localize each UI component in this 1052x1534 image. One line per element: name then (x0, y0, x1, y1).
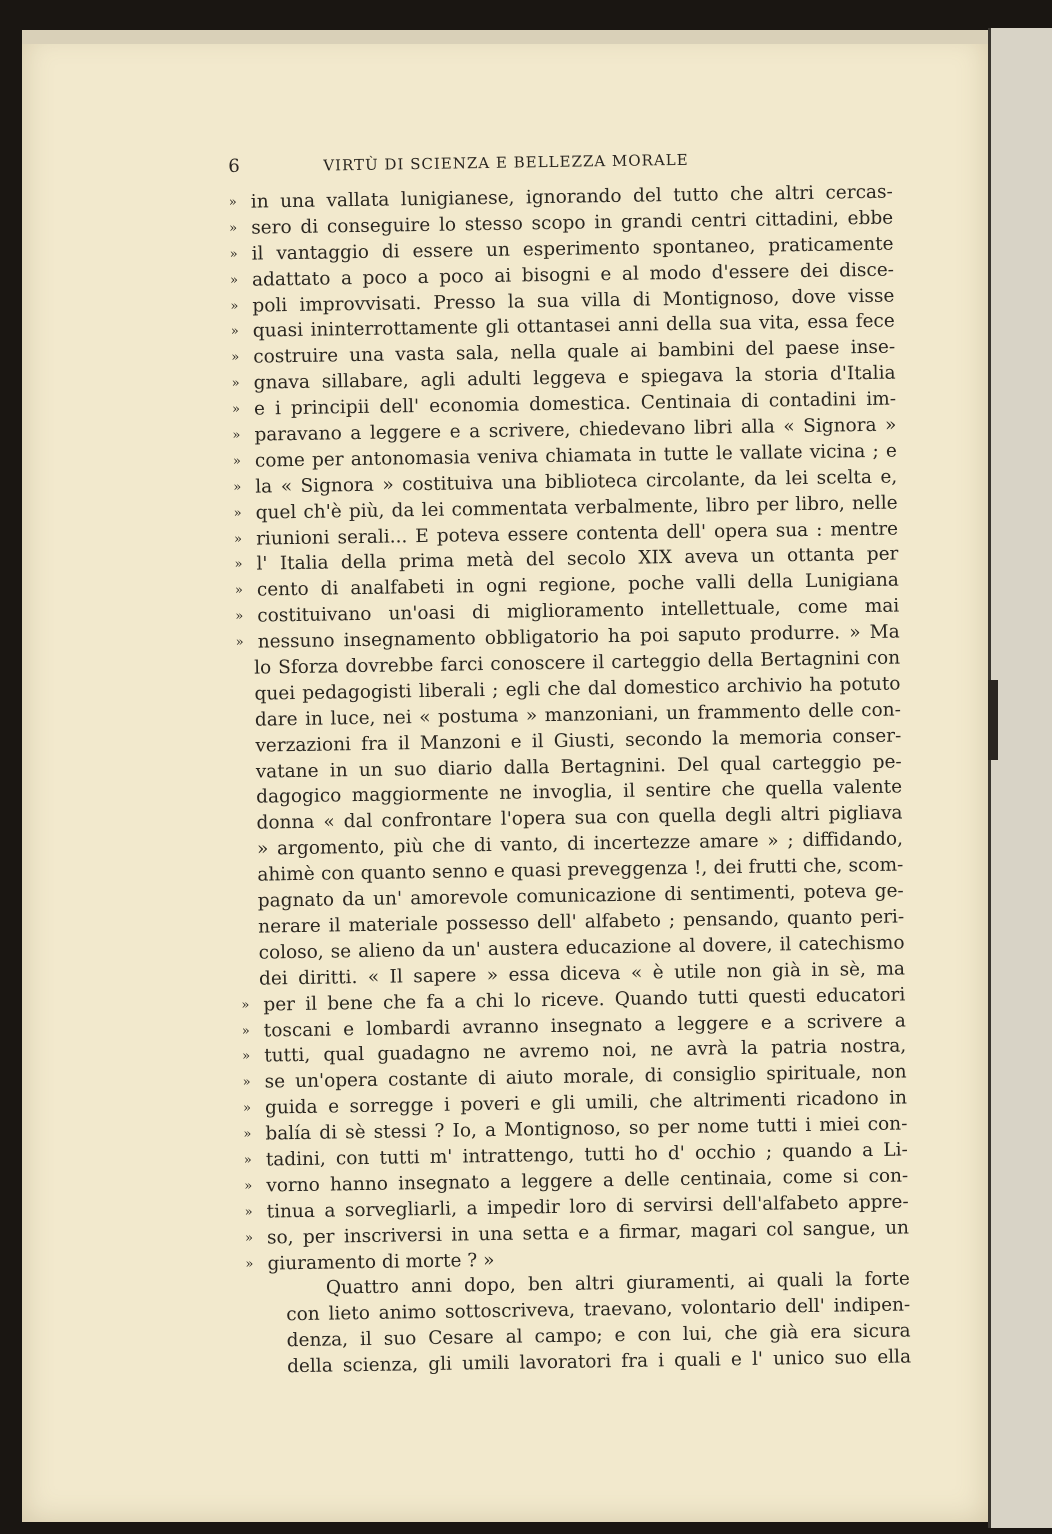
page-content (228, 140, 911, 1381)
binding-thread (988, 680, 998, 760)
quote-mark: » (234, 557, 243, 573)
line-text: poli improvvisati. Presso la sua villa di Montignoso, dove visse (252, 285, 895, 317)
quote-mark: » (243, 1152, 252, 1168)
quote-mark: » (231, 401, 241, 418)
page-number: 6 (228, 155, 241, 177)
line-text: quasi ininterrottamente gli ottantasei anni della sua vita, essa fece (252, 311, 895, 343)
quote-mark: » (241, 1023, 250, 1039)
line-text: dagogico maggiormente ne invoglia, il sentire che quella valente (256, 776, 903, 809)
line-text: toscani e lombardi avranno insegnato a leggere e a scrivere a (263, 1009, 906, 1042)
quote-mark: » (244, 1230, 254, 1246)
line-text: balía di sè stessi ? Io, a Montignoso, so per nome tutti i miei con- (265, 1113, 908, 1145)
line-text: tutti, qual guadagno ne avremo noi, ne avrà la patria nostra, (264, 1035, 907, 1067)
line-text: lo Sforza dovrebbe farci conoscere il carteggio della Bertagnini con (253, 647, 901, 679)
quote-mark: » (229, 272, 239, 288)
quote-mark: » (230, 298, 239, 314)
quote-mark: » (234, 583, 244, 599)
line-text: costituivano un'oasi di miglioramento intellettuale, come mai (257, 595, 900, 627)
line-text: tadini, con tutti m' intrattengo, tutti ho d' occhio ; quando a Li- (265, 1139, 908, 1171)
line-text: l' Italia della prima metà del secolo XIX aveva un ottanta per (256, 543, 899, 576)
line-text: dare in luce, nei « postuma » manzoniani, un frammento delle con- (254, 699, 902, 731)
quote-mark: » (242, 1049, 251, 1065)
quote-mark: » (233, 479, 242, 495)
quote-mark: » (231, 376, 240, 392)
line-text: donna « dal confrontare l'opera sua con quella degli altri pigliava (256, 802, 903, 835)
line-text: la « Signora » costituiva una biblioteca circolante, da lei scelta e, (255, 466, 898, 498)
line-text: giuramento di morte ? » (267, 1249, 495, 1275)
line-text: tinua a sorvegliarli, a impedir loro di servirsi dell'alfabeto appre- (266, 1191, 909, 1223)
line-text: denza, il suo Cesare al campo; e con lui, che già era sicura (286, 1320, 911, 1352)
line-text: in una vallata lunigianese, ignorando del tutto che altri cercas- (250, 181, 893, 213)
line-text: nerare il materiale possesso dell' alfabeto ; pensando, quanto peri- (258, 906, 905, 938)
line-text: gnava sillabare, agli adulti leggeva e spiegava la storia d'Italia (253, 362, 896, 394)
quote-mark: » (231, 350, 240, 366)
quote-mark: » (245, 1256, 254, 1272)
quote-mark: » (244, 1204, 253, 1220)
quote-mark: » (243, 1126, 252, 1142)
page-top-edge (22, 30, 988, 44)
body-text (229, 180, 912, 1381)
line-text: sero di conseguire lo stesso scopo in grandi centri cittadini, ebbe (251, 207, 894, 239)
line-text: Quattro anni dopo, ben altri giuramenti, ai quali la forte (325, 1268, 910, 1300)
quote-mark: » (233, 531, 243, 547)
quote-mark: » (229, 220, 238, 236)
quote-mark: » (233, 505, 242, 521)
line-text: paravano a leggere e a scrivere, chiedevano libri alla « Signora » (254, 414, 897, 446)
line-text: come per antonomasia veniva chiamata in tutte le vallate vicina ; e (254, 440, 897, 472)
quote-mark: » (242, 1075, 251, 1091)
line-text: ahimè con quanto senno e quasi preveggenza !, dei frutti che, scom- (257, 854, 904, 886)
quote-mark: » (241, 997, 250, 1013)
running-title: VIRTÙ DI SCIENZA E BELLEZZA MORALE (323, 150, 689, 175)
line-text: riunioni serali... E poteva essere contenta dell' opera sua : mentre (255, 518, 899, 550)
line-text: vatane in un suo diario dalla Bertagnini. Del qual carteggio pe- (255, 751, 902, 783)
quote-mark: » (232, 427, 241, 443)
line-text: adattato a poco a poco ai bisogni e al modo d'essere dei disce- (251, 259, 895, 291)
line-text: so, per inscriversi in una setta e a firmar, magari col sangue, un (266, 1217, 910, 1249)
line-text: costruire una vasta sala, nella quale ai bambini del paese inse- (253, 336, 896, 368)
line-text: e i principii dell' economia domestica. Centinaia di contadini im- (253, 388, 897, 420)
line-text: per il bene che fa a chi lo riceve. Quando tutti questi educatori (263, 984, 906, 1016)
adjacent-page-edge (988, 28, 1052, 1528)
line-text: dei diritti. « Il sapere » essa diceva « è utile non già in sè, ma (258, 958, 906, 990)
quote-mark: » (235, 634, 244, 651)
line-text: coloso, se alieno da un' austera educazione al dovere, il catechismo (258, 932, 905, 964)
quote-mark: » (242, 1100, 252, 1117)
line-text: quei pedagogisti liberali ; egli che dal domestico archivio ha potuto (254, 673, 901, 705)
line-text: della scienza, gli umili lavoratori fra i quali e l' unico suo ella (286, 1346, 912, 1378)
quote-mark: » (232, 453, 241, 469)
line-text: quel ch'è più, da lei commentata verbalmente, libro per libro, nelle (255, 492, 898, 524)
quote-mark: » (229, 246, 238, 262)
line-text: pagnato da un' amorevole comunicazione di sentimenti, poteva ge- (257, 880, 904, 912)
quote-mark: » (235, 609, 244, 625)
line-text: nessuno insegnamento obbligatorio ha poi saputo produrre. » Ma (257, 621, 900, 653)
quote-mark: » (228, 194, 237, 210)
line-text: il vantaggio di essere un esperimento spontaneo, praticamente (251, 233, 894, 265)
line-text: verzazioni fra il Manzoni e il Giusti, secondo la memoria conser- (255, 725, 902, 757)
line-text: cento di analfabeti in ogni regione, poche valli della Lunigiana (256, 569, 900, 601)
line-text: guida e sorregge i poveri e gli umili, che altrimenti ricadono in (264, 1087, 908, 1119)
line-text: » argomento, più che di vanto, di incertezze amare » ; diffidando, (256, 828, 904, 860)
line-text: con lieto animo sottoscriveva, traevano, volontario dell' indipen- (286, 1294, 911, 1326)
quote-mark: » (230, 324, 239, 340)
line-text: se un'opera costante di aiuto morale, di consiglio spirituale, non (264, 1061, 907, 1093)
line-text: vorno hanno insegnato a leggere a delle centinaia, come si con- (266, 1165, 909, 1197)
quote-mark: » (244, 1178, 253, 1194)
